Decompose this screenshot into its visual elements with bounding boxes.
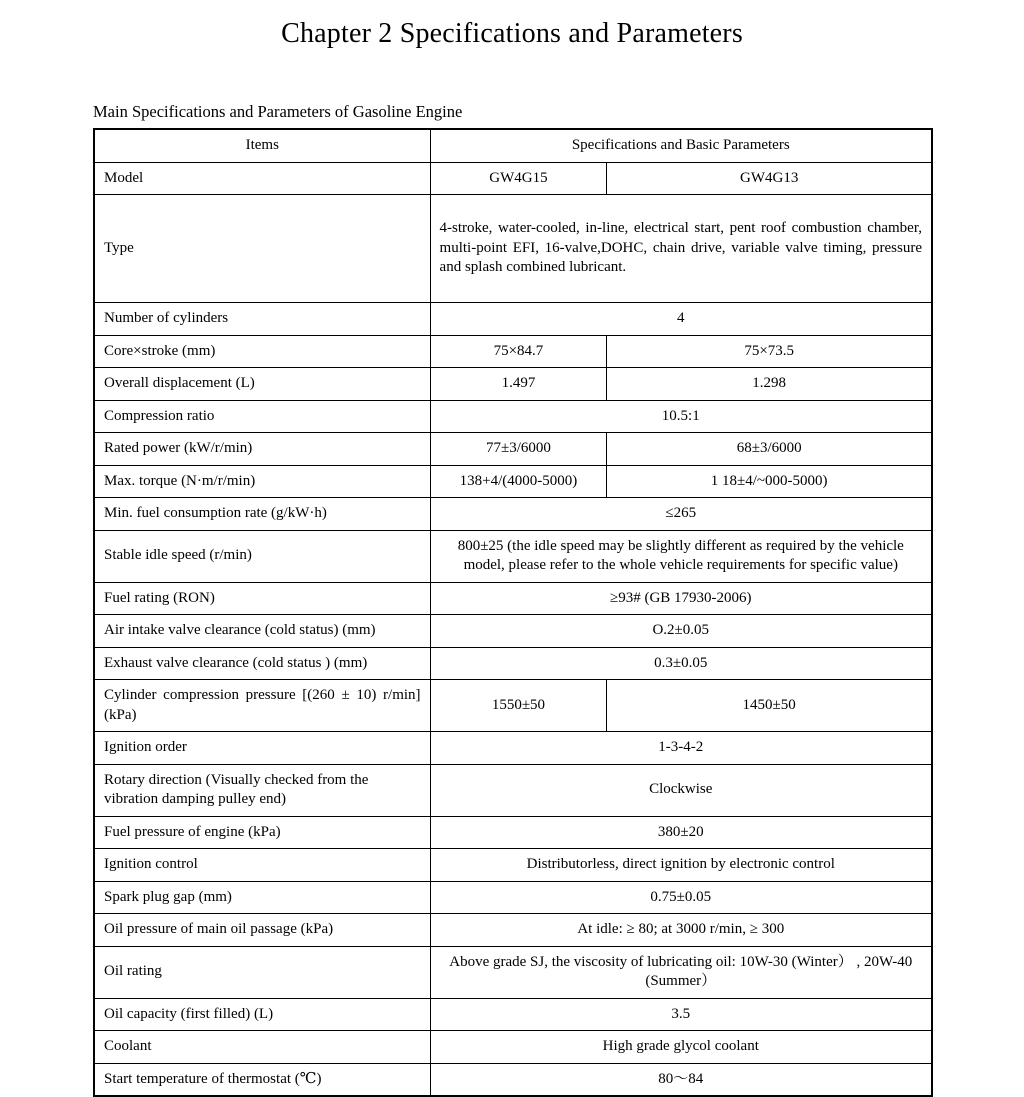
table-row <box>94 881 932 914</box>
table-row <box>94 615 932 648</box>
spec-label: Spark plug gap (mm) <box>94 881 430 914</box>
spec-label: Fuel rating (RON) <box>94 582 430 615</box>
spec-label: Oil pressure of main oil passage (kPa) <box>94 914 430 947</box>
spec-value: At idle: ≥ 80; at 3000 r/min, ≥ 300 <box>430 914 932 947</box>
spec-value: 4-stroke, water-cooled, in-line, electrical start, pent roof combustion chamber, multi-point EFI, 16-valve,DOHC, chain drive, variable valve timing, pressure and splash combined lubricant. <box>430 195 932 303</box>
spec-value: 380±20 <box>430 816 932 849</box>
spec-label: Start temperature of thermostat (℃) <box>94 1063 430 1096</box>
table-row <box>94 732 932 765</box>
table-row <box>94 914 932 947</box>
spec-value: 80～84 <box>430 1063 932 1096</box>
spec-label: Model <box>94 162 430 195</box>
spec-label: Fuel pressure of engine (kPa) <box>94 816 430 849</box>
spec-label: Ignition order <box>94 732 430 765</box>
spec-value: 75×73.5 <box>607 335 932 368</box>
table-header-row <box>94 129 932 162</box>
spec-label: Cylinder compression pressure [(260 ± 10) r/min] (kPa) <box>94 680 430 732</box>
spec-label: Coolant <box>94 1031 430 1064</box>
spec-value: ≥93# (GB 17930-2006) <box>430 582 932 615</box>
spec-label: Type <box>94 195 430 303</box>
spec-label: Min. fuel consumption rate (g/kW·h) <box>94 498 430 531</box>
table-row <box>94 433 932 466</box>
spec-value: 1.298 <box>607 368 932 401</box>
table-row <box>94 162 932 195</box>
table-row <box>94 400 932 433</box>
table-row <box>94 465 932 498</box>
spec-value: 10.5:1 <box>430 400 932 433</box>
spec-value: 1-3-4-2 <box>430 732 932 765</box>
spec-value: 1.497 <box>430 368 607 401</box>
spec-value: High grade glycol coolant <box>430 1031 932 1064</box>
spec-value: 75×84.7 <box>430 335 607 368</box>
table-row <box>94 582 932 615</box>
spec-label: Overall displacement (L) <box>94 368 430 401</box>
table-row <box>94 1063 932 1096</box>
spec-value: 138+4/(4000-5000) <box>430 465 607 498</box>
table-row <box>94 998 932 1031</box>
header-items: Items <box>94 129 430 162</box>
spec-label: Air intake valve clearance (cold status) (mm) <box>94 615 430 648</box>
table-row <box>94 530 932 582</box>
spec-label: Rated power (kW/r/min) <box>94 433 430 466</box>
spec-value: GW4G13 <box>607 162 932 195</box>
spec-label: Oil capacity (first filled) (L) <box>94 998 430 1031</box>
table-row <box>94 680 932 732</box>
spec-value: 68±3/6000 <box>607 433 932 466</box>
table-row <box>94 195 932 303</box>
spec-label: Exhaust valve clearance (cold status ) (mm) <box>94 647 430 680</box>
specs-table <box>93 128 933 1097</box>
spec-label: Ignition control <box>94 849 430 882</box>
spec-value: O.2±0.05 <box>430 615 932 648</box>
spec-value: ≤265 <box>430 498 932 531</box>
table-row <box>94 303 932 336</box>
spec-value: 0.3±0.05 <box>430 647 932 680</box>
spec-label: Number of cylinders <box>94 303 430 336</box>
table-row <box>94 368 932 401</box>
spec-value: 4 <box>430 303 932 336</box>
spec-value: Distributorless, direct ignition by electronic control <box>430 849 932 882</box>
table-caption: Main Specifications and Parameters of Gasoline Engine <box>93 102 463 121</box>
spec-label: Stable idle speed (r/min) <box>94 530 430 582</box>
table-row <box>94 498 932 531</box>
spec-value: 0.75±0.05 <box>430 881 932 914</box>
table-row <box>94 1031 932 1064</box>
table-row <box>94 816 932 849</box>
table-body <box>94 162 932 1096</box>
header-specs: Specifications and Basic Parameters <box>430 129 932 162</box>
spec-value: 77±3/6000 <box>430 433 607 466</box>
spec-value: Above grade SJ, the viscosity of lubricating oil: 10W-30 (Winter） , 20W-40 (Summer） <box>430 946 932 998</box>
spec-value: 3.5 <box>430 998 932 1031</box>
spec-value: Clockwise <box>430 764 932 816</box>
table-row <box>94 335 932 368</box>
table-row <box>94 764 932 816</box>
table-row <box>94 946 932 998</box>
spec-label: Max. torque (N·m/r/min) <box>94 465 430 498</box>
spec-label: Core×stroke (mm) <box>94 335 430 368</box>
spec-value: 1 18±4/~000-5000) <box>607 465 932 498</box>
spec-value: 800±25 (the idle speed may be slightly different as required by the vehicle model, please refer to the whole vehicle requirements for specific value) <box>430 530 932 582</box>
spec-value: GW4G15 <box>430 162 607 195</box>
table-row <box>94 647 932 680</box>
spec-label: Rotary direction (Visually checked from the vibration damping pulley end) <box>94 764 430 816</box>
table-row <box>94 849 932 882</box>
page-title: Chapter 2 Specifications and Parameters <box>281 18 743 49</box>
spec-value: 1450±50 <box>607 680 932 732</box>
spec-value: 1550±50 <box>430 680 607 732</box>
spec-label: Oil rating <box>94 946 430 998</box>
spec-label: Compression ratio <box>94 400 430 433</box>
